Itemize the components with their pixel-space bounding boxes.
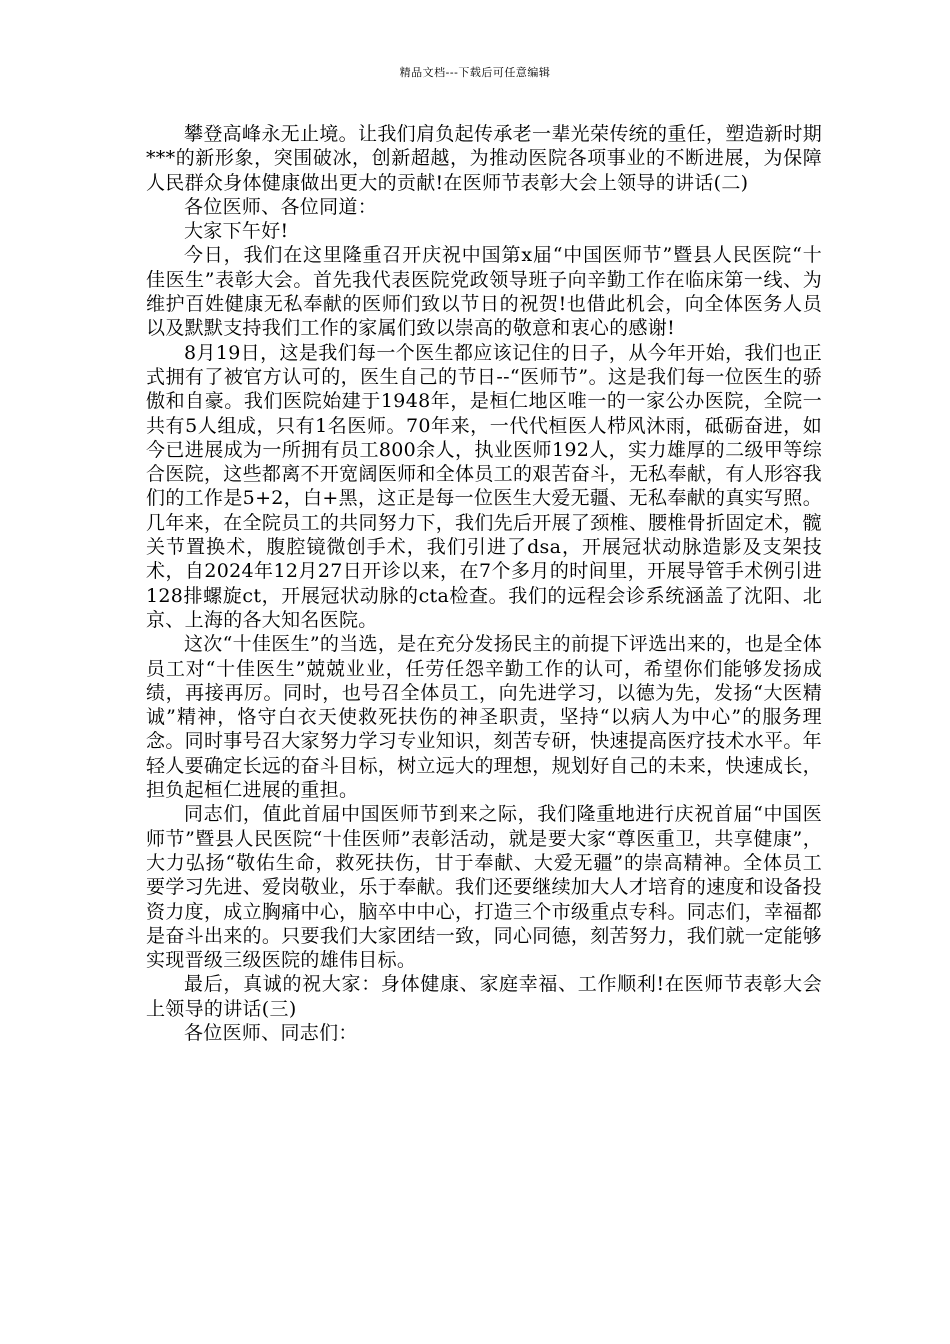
page-header: 精品文档---下载后可任意编辑 — [399, 66, 551, 79]
paragraph-opening: 今日，我们在这里隆重召开庆祝中国第x届“中国医师节”暨县人民医院“十佳医生”表彰大会。首先我代表医院党政领导班子向辛勤工作在临床第一线、为维护百姓健康无私奉献的医师们致以节日的祝贺!也借此机会，向全体医务人员以及默默支持我们工作的家属们致以崇高的敬意和衷心的感谢! — [146, 244, 822, 340]
paragraph-top-ten-doctors: 这次“十佳医生”的当选，是在充分发扬民主的前提下评选出来的，也是全体员工对“十佳医生”兢兢业业，任劳任怨辛勤工作的认可，希望你们能够发扬成绩，再接再厉。同时，也号召全体员工，向先进学习，以德为先，发扬“大医精诚”精神，恪守白衣天使救死扶伤的神圣职责，坚持“以病人为中心”的服务理念。同时事号召大家努力学习专业知识，刻苦专研，快速提高医疗技术水平。年轻人要确定长远的奋斗目标，树立远大的理想，规划好自己的未来，快速成长，担负起桓仁进展的重担。 — [146, 633, 822, 802]
paragraph-good-afternoon: 大家下午好! — [184, 220, 289, 243]
paragraph-greeting-colleagues: 各位医师、各位同道： — [184, 195, 378, 218]
paragraph-comrades: 同志们，值此首届中国医师节到来之际，我们隆重地进行庆祝首届“中国医师节”暨县人民医院“十佳医师”表彰活动，就是要大家“尊医重卫，共享健康”，大力弘扬“敬佑生命，救死扶伤，甘于奉献、大爱无疆”的崇高精神。全体员工要学习先进、爱岗敬业，乐于奉献。我们还要继续加大人才培育的速度和设备投资力度，成立胸痛中心，脑卒中中心，打造三个市级重点专科。同志们，幸福都是奋斗出来的。只要我们大家团结一致，同心同德，刻苦努力，我们就一定能够实现晋级三级医院的雄伟目标。 — [146, 803, 822, 972]
paragraph-hospital-history: 8月19日，这是我们每一个医生都应该记住的日子，从今年开始，我们也正式拥有了被官方认可的，医生自己的节日--“医师节”。这是我们每一位医生的骄傲和自豪。我们医院始建于1948年，是桓仁地区唯一的一家公办医院，全院一共有5人组成，只有1名医师。70年来，一代代桓医人栉风沐雨，砥砺奋进，如今已进展成为一所拥有员工800余人，执业医师192人，实力雄厚的二级甲等综合医院，这些都离不开宽阔医师和全体员工的艰苦奋斗，无私奉献，有人形容我们的工作是5+2，白+黑，这正是每一位医生大爱无疆、无私奉献的真实写照。几年来，在全院员工的共同努力下，我们先后开展了颈椎、腰椎骨折固定术，髋关节置换术，腹腔镜微创手术，我们引进了dsa，开展冠状动脉造影及支架技术，自2024年12月27日开诊以来，在7个多月的时间里，开展导管手术例引进128排螺旋ct，开展冠状动脉的cta检查。我们的远程会诊系统涵盖了沈阳、北京、上海的各大知名医院。 — [146, 341, 822, 631]
paragraph-best-wishes: 最后，真诚的祝大家：身体健康、家庭幸福、工作顺利!在医师节表彰大会上领导的讲话(三) — [146, 973, 822, 1020]
document-body — [146, 122, 822, 1045]
paragraph-closing-remarks: 攀登高峰永无止境。让我们肩负起传承老一辈光荣传统的重任，塑造新时期***的新形象，突围破冰，创新超越，为推动医院各项事业的不断进展，为保障人民群众身体健康做出更大的贡献!在医师节表彰大会上领导的讲话(二) — [146, 123, 822, 194]
paragraph-salutation: 各位医师、同志们： — [184, 1021, 358, 1044]
